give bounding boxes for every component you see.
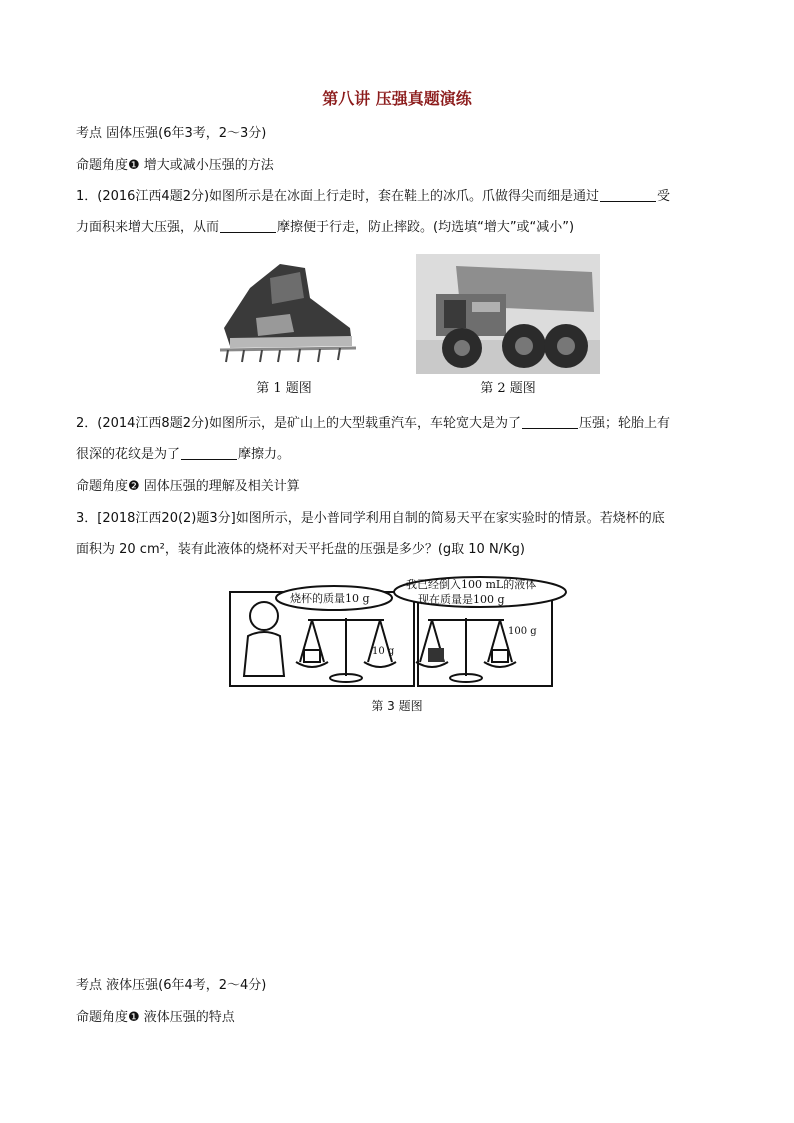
crampon-shoe-image: [210, 258, 358, 370]
q2-text-c: 很深的花纹是为了: [76, 447, 181, 462]
figure-2-caption: 第 2 题图: [480, 381, 536, 396]
figure-1-caption: 第 1 题图: [256, 381, 312, 396]
bubble-liquid-line1: 我已经倒入100 mL的液体: [406, 578, 537, 591]
figure-2-mining-truck: [416, 254, 600, 374]
q1-text-b: 受: [657, 189, 671, 204]
figure-3-caption: 第 3 题图: [371, 699, 423, 713]
figure-1-crampon-shoe: [210, 258, 358, 370]
answer-blank: [181, 447, 237, 460]
bubble-liquid-line2: 现在质量是100 g: [418, 593, 505, 606]
weight-10g-label: 10 g: [372, 646, 395, 657]
question2-line2: [76, 447, 290, 463]
section1-angle1: 命题角度❶ 增大或减小压强的方法: [76, 158, 274, 173]
section2-heading: 考点 液体压强(6年4考，2～4分): [76, 978, 267, 993]
page-title: 第八讲 压强真题演练: [322, 89, 472, 108]
question1-line1: [76, 189, 670, 205]
section1-angle2: 命题角度❷ 固体压强的理解及相关计算: [76, 479, 300, 494]
q2-text-b: 压强；轮胎上有: [579, 416, 671, 431]
question2-line1: [76, 416, 670, 432]
answer-blank: [522, 416, 578, 429]
section2-angle1: 命题角度❶ 液体压强的特点: [76, 1010, 235, 1025]
figure-3-balance-cartoon: [228, 576, 568, 688]
q1-text-d: 摩擦便于行走，防止摔跤。(均选填“增大”或“减小”): [277, 220, 575, 235]
answer-blank: [220, 220, 276, 233]
question1-line2: [76, 220, 574, 236]
q1-text-a: 1．(2016江西4题2分)如图所示是在冰面上行走时，套在鞋上的冰爪。爪做得尖而细是通过: [76, 189, 600, 204]
mining-truck-image: [416, 254, 600, 374]
q1-text-c: 力面积来增大压强，从而: [76, 220, 220, 235]
section1-heading: 考点 固体压强(6年3考，2～3分): [76, 126, 267, 141]
weight-100g-label: 100 g: [508, 626, 537, 637]
question3-line1: 3．[2018江西20(2)题3分]如图所示，是小普同学利用自制的简易天平在家实验时的情景。若烧杯的底: [76, 511, 665, 526]
question3-line2: 面积为 20 cm²，装有此液体的烧杯对天平托盘的压强是多少？(g取 10 N/Kg): [76, 542, 525, 557]
q2-text-a: 2．(2014江西8题2分)如图所示，是矿山上的大型载重汽车，车轮宽大是为了: [76, 416, 522, 431]
bubble-beaker-mass: 烧杯的质量10 g: [290, 592, 370, 605]
answer-blank: [600, 189, 656, 202]
balance-cartoon-image: [228, 576, 568, 688]
q2-text-d: 摩擦力。: [238, 447, 291, 462]
